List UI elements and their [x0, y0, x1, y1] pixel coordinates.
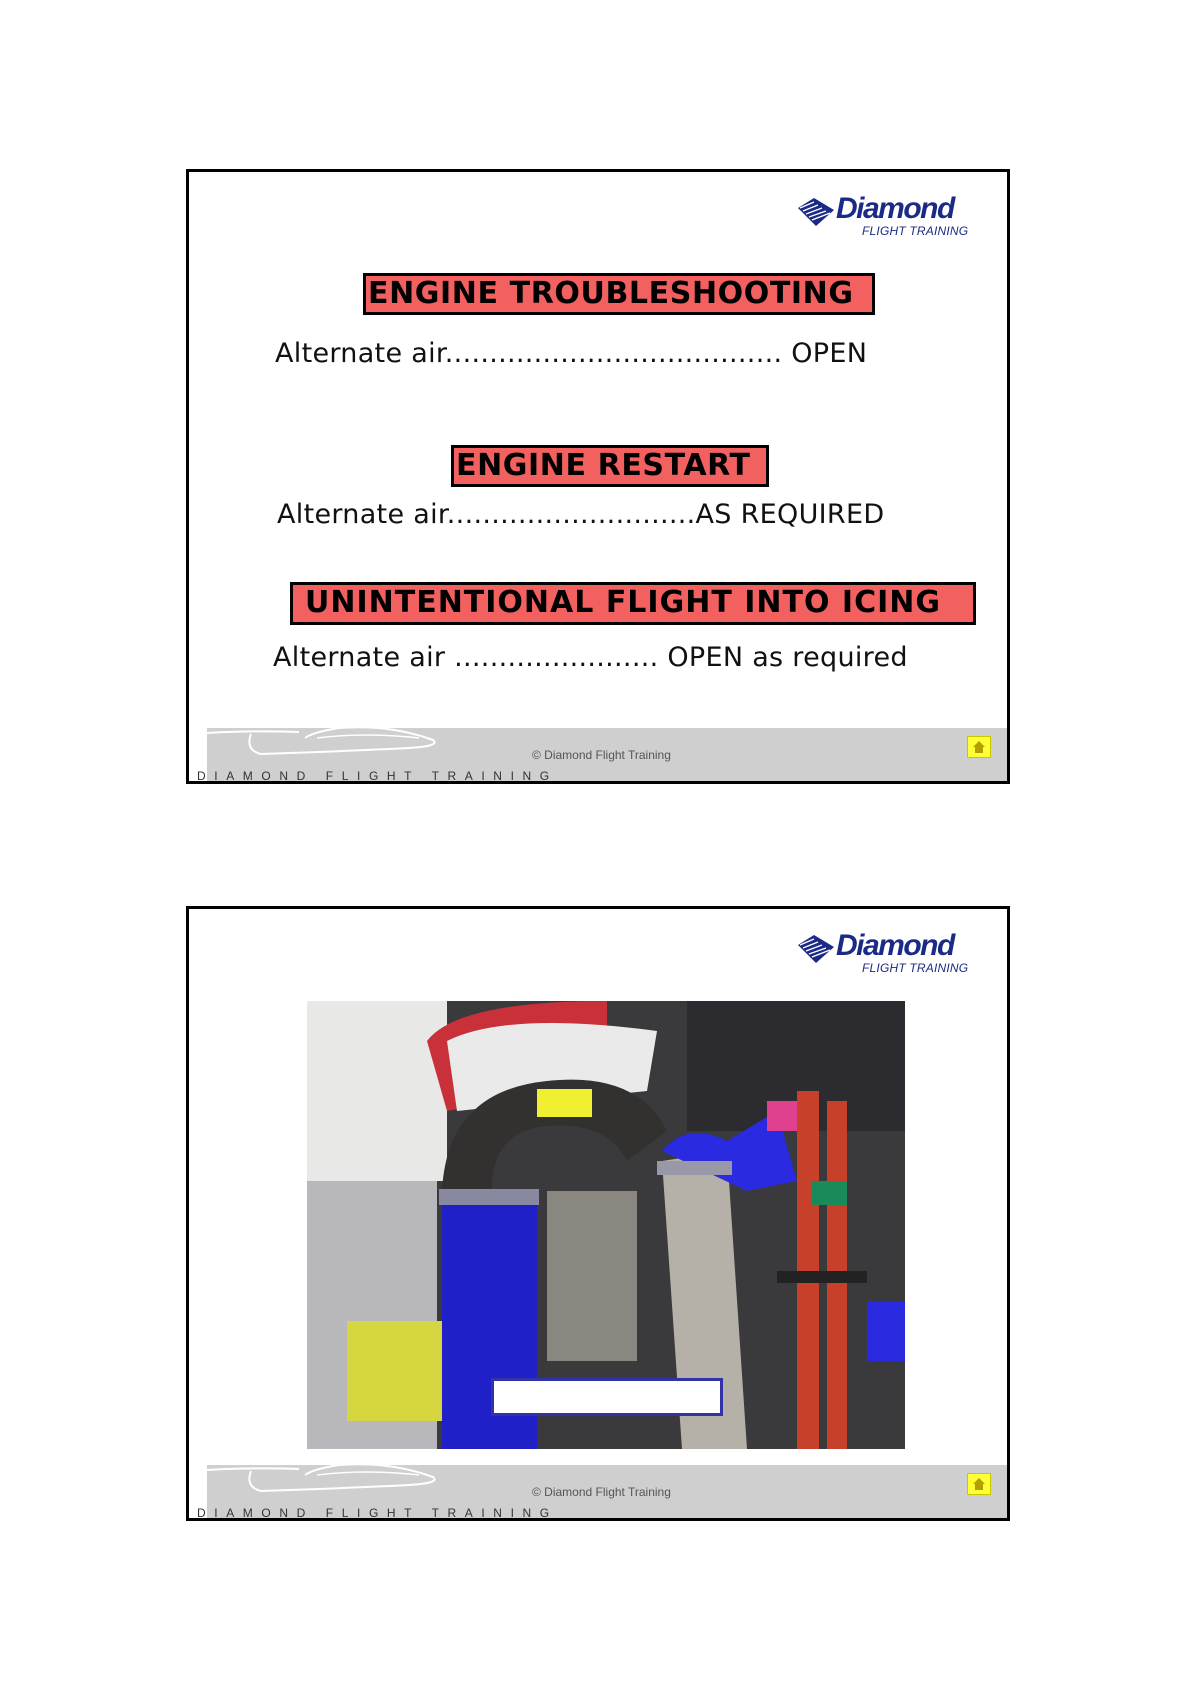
home-button[interactable] — [967, 1473, 991, 1495]
aircraft-swoosh-icon — [189, 720, 459, 768]
aircraft-swoosh-icon — [189, 1457, 459, 1505]
diamond-logo — [794, 929, 974, 975]
copyright-text: © Diamond Flight Training — [532, 748, 671, 762]
diamond-logo-icon — [794, 196, 840, 230]
slide-engine-procedures — [186, 169, 1010, 784]
copyright-text: © Diamond Flight Training — [532, 1485, 671, 1499]
home-button[interactable] — [967, 736, 991, 758]
slide-footer — [197, 728, 1010, 783]
heading-flight-into-icing: UNINTENTIONAL FLIGHT INTO ICING — [290, 582, 976, 625]
logo-subtitle: FLIGHT TRAINING — [862, 224, 969, 238]
logo-name: Diamond — [836, 192, 954, 225]
logo-subtitle: FLIGHT TRAINING — [862, 961, 969, 975]
checklist-item-alternate-air: Alternate air...................................... OPEN — [275, 338, 868, 369]
slide-footer — [197, 1465, 1010, 1520]
caption-box — [491, 1378, 723, 1416]
diamond-logo-icon — [794, 933, 840, 967]
footer-brand-text: DIAMOND FLIGHT TRAINING — [197, 769, 558, 783]
footer-brand-text: DIAMOND FLIGHT TRAINING — [197, 1506, 558, 1520]
checklist-item-alternate-air: Alternate air............................AS REQUIRED — [277, 499, 885, 530]
engine-photo — [307, 1001, 905, 1449]
checklist-item-alternate-air: Alternate air ....................... OPEN as required — [273, 642, 908, 673]
heading-engine-restart: ENGINE RESTART — [451, 445, 769, 487]
logo-name: Diamond — [836, 929, 954, 962]
home-icon — [972, 740, 986, 754]
heading-engine-troubleshooting: ENGINE TROUBLESHOOTING — [363, 273, 875, 315]
slide-engine-photo — [186, 906, 1010, 1521]
diamond-logo — [794, 192, 974, 238]
home-icon — [972, 1477, 986, 1491]
